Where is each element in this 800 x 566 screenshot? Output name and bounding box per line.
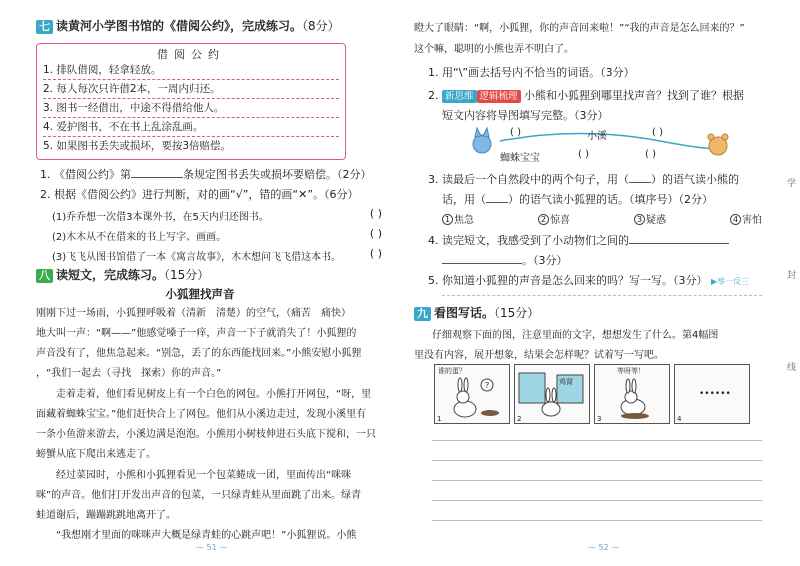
question-4-line2: [442, 252, 568, 268]
extension-tag-label: 举一反三: [717, 277, 750, 286]
judge-item-1: (1)乔乔想一次借3本课外书，在5天内归还图书。: [52, 212, 269, 223]
answer-blank[interactable]: [629, 243, 729, 244]
option-number: 2: [538, 214, 549, 225]
story-continuation: 瞪大了眼睛：“啊，小狐狸，你的声音回来啦！”“我的声音是怎么回来的？”: [414, 23, 745, 34]
question-text: 读完短文，我感受到了小动物们之间的: [442, 234, 629, 247]
logic-chip: 逻辑梳理: [477, 90, 521, 103]
section-9-intro: 里没有内容，展开想象，结果会怎样呢？试着写一写吧。: [414, 350, 664, 361]
story-line: 咪”的声音。他们打开发出声音的包菜，一只绿青蛙从里面跳了出来。绿青: [36, 490, 362, 501]
option-number: 3: [634, 214, 645, 225]
question-text: 用“\”画去括号内不恰当的词语。（3分）: [442, 66, 635, 79]
option[interactable]: [538, 211, 570, 226]
story-line: 声音没有了，他焦急起来。“别急，丢了的东西能找回来。”小熊安慰小狐狸: [36, 348, 362, 359]
section-9-title: 看图写话。: [434, 306, 495, 320]
svg-text:?: ?: [485, 381, 490, 390]
panel-caption: 谁的蛋？: [438, 367, 466, 375]
diagram-blank-2[interactable]: ( ): [652, 127, 663, 138]
right-question-5: [428, 272, 749, 288]
answer-blank[interactable]: [442, 263, 522, 264]
story-line: ，“我们一起去（寻找 探索）你的声音。”: [36, 368, 222, 379]
comic-panel-3: [594, 364, 670, 424]
question-2-text-line2: 短文内容将导图填写完整。（3分）: [442, 109, 609, 122]
option-label: 惊喜: [550, 215, 570, 226]
question-1-number: 1.: [40, 168, 51, 181]
section-9-badge: 九: [414, 307, 431, 321]
panel-number: 2: [517, 415, 522, 423]
writing-line[interactable]: [432, 480, 762, 481]
mind-map-path: [500, 134, 718, 149]
question-number: 4.: [428, 234, 439, 247]
question-text: 读最后一个自然段中的两个句子，用（: [442, 173, 629, 186]
question-text: 话，用（: [442, 193, 486, 206]
borrowing-rules-box: [36, 43, 346, 160]
judge-item-2: (2)木木从不在借来的书上写字、画画。: [52, 232, 227, 243]
story-line: 地大叫一声：“啊——”他感觉嗓子一痒，声音一下子就消失了！小狐狸的: [36, 328, 357, 339]
margin-mark: 线: [786, 363, 796, 373]
section-9-score: （15分）: [494, 306, 540, 320]
diagram-blank-3[interactable]: ( ): [578, 149, 589, 160]
margin-mark: 学: [786, 179, 796, 189]
right-question-3: [428, 171, 739, 187]
judge-answer-1[interactable]: ( ): [369, 207, 382, 220]
panel-caption: 等呀等！: [617, 367, 645, 375]
question-2: [40, 186, 359, 202]
rule-item: 2. 每人每次只许借2本，一周内归还。: [43, 81, 339, 99]
story-line: 刚刚下过一场雨，小狐狸呼吸着（清新 清楚）的空气，（痛苦 痛快）: [36, 308, 351, 319]
hen-house-icon: [515, 365, 589, 423]
diagram-blank-4[interactable]: ( ): [645, 149, 656, 160]
rule-item: 3. 图书一经借出，中途不得借给他人。: [43, 100, 339, 118]
waiting-rabbit-icon: [595, 365, 669, 423]
comic-panel-2: [514, 364, 590, 424]
option-label: 害怕: [742, 215, 762, 226]
answer-blank[interactable]: [131, 177, 183, 178]
question-text: 你知道小狐狸的声音是怎么回来的吗？写一写。（3分）: [442, 274, 708, 287]
panel-number: 4: [677, 415, 682, 423]
option-number: 1: [442, 214, 453, 225]
panel-caption: ••••••: [699, 389, 731, 399]
bear-icon: [708, 134, 728, 155]
story-line: 面藏着蜘蛛宝宝。”他们赶快合上了网包。他们从小溪边走过，发现小溪里有: [36, 409, 367, 420]
option[interactable]: [730, 211, 762, 226]
writing-line[interactable]: [432, 520, 762, 521]
comic-panel-1: [434, 364, 510, 424]
answer-line[interactable]: [442, 295, 762, 296]
question-3-line2: [442, 191, 713, 207]
writing-line[interactable]: [432, 440, 762, 441]
diagram-brook: 小溪: [587, 131, 607, 142]
question-number: 2.: [428, 89, 439, 102]
rule-item: 1. 排队借阅，轻拿轻放。: [43, 62, 339, 80]
option-number: 4: [730, 214, 741, 225]
section-7-score: （8分）: [302, 19, 340, 33]
judge-answer-2[interactable]: ( ): [369, 227, 382, 240]
extension-tag: ▶举一反三: [711, 277, 750, 286]
option[interactable]: [634, 211, 666, 226]
page-number-left: — 51 —: [196, 543, 228, 552]
section-9-intro: 仔细观察下面的图，注意里面的文字，想想发生了什么。第4幅图: [432, 330, 719, 341]
margin-mark: 封: [786, 271, 796, 281]
judge-answer-3[interactable]: ( ): [369, 247, 382, 260]
question-3-options: [442, 211, 762, 226]
section-8-title: 读短文，完成练习。: [56, 268, 165, 282]
question-2-number: 2.: [40, 188, 51, 201]
writing-line[interactable]: [432, 460, 762, 461]
section-8-score: （15分）: [164, 268, 210, 282]
right-question-4: [428, 232, 729, 248]
question-number: 1.: [428, 66, 439, 79]
question-2-text: 根据《借阅公约》进行判断，对的画“√”，错的画“✕”。（6分）: [54, 188, 359, 201]
story-line: 经过菜园时，小熊和小狐狸看见一个包菜蜷成一团，里面传出“咪咪: [56, 470, 352, 481]
fox-icon: [473, 128, 491, 153]
rule-item: 4. 爱护图书，不在书上乱涂乱画。: [43, 119, 339, 137]
option-label: 焦急: [454, 215, 474, 226]
question-text: 。（3分）: [522, 254, 568, 267]
story-line: 螃蟹从底下爬出来逃走了。: [36, 449, 156, 460]
panel-number: 3: [597, 415, 602, 423]
page-number-right: — 52 —: [588, 543, 620, 552]
comic-panel-4: [674, 364, 750, 424]
panel-caption: 鸡窝: [559, 378, 573, 386]
story-line: 蛙道谢后，蹦蹦跳跳地离开了。: [36, 510, 176, 521]
option[interactable]: [442, 211, 474, 226]
story-line: 一条小鱼游来游去，小溪边满是泡泡。小熊用小树枝伸进石头底下搅和，一只: [36, 429, 376, 440]
option-label: 疑惑: [646, 215, 666, 226]
right-question-1: [428, 64, 635, 80]
panel-number: 1: [437, 415, 442, 423]
new-thinking-chip: 新思维: [442, 90, 477, 103]
story-line: 走着走着，他们看见树皮上有一个白色的网包。小熊打开网包，“呀，里: [56, 389, 372, 400]
rule-item: 5. 如果图书丢失或损坏，要按3倍赔偿。: [43, 140, 232, 152]
section-7-title: 读黄河小学图书馆的《借阅公约》，完成练习。: [56, 19, 303, 33]
story-title: 小狐狸找声音: [165, 287, 235, 301]
question-text: ）的语气读小熊的: [651, 173, 739, 186]
answer-blank[interactable]: [629, 182, 651, 183]
section-8-header: [36, 266, 209, 283]
question-1-prefix: 《借阅公约》第: [54, 168, 131, 181]
rules-title: 借阅公约: [157, 48, 225, 61]
question-text: 小熊和小狐狸到哪里找声音？找到了谁？根据: [524, 89, 745, 102]
section-7-header: [36, 17, 340, 34]
story-line: “我想刚才里面的咪咪声大概是绿青蛙的心跳声吧！”小狐狸说。小熊: [56, 530, 357, 541]
writing-line[interactable]: [432, 500, 762, 501]
story-continuation: 这个嘛，聪明的小熊也弄不明白了。: [414, 44, 574, 55]
section-8-badge: 八: [36, 269, 53, 283]
rabbit-icon: [435, 365, 509, 423]
section-7-badge: 七: [36, 20, 53, 34]
question-1: [40, 166, 372, 182]
question-number: 3.: [428, 173, 439, 186]
diagram-baby-spider: 蜘蛛宝宝: [500, 153, 540, 164]
question-text: ）的语气读小狐狸的话。（填序号）（2分）: [508, 193, 713, 206]
right-question-2: [428, 87, 744, 103]
judge-item-3: (3)飞飞从图书馆借了一本《寓言故事》，木木想问飞飞借这本书。: [52, 252, 342, 263]
right-page: [400, 0, 800, 566]
section-9-header: [414, 304, 539, 321]
question-1-suffix: 条规定图书丢失或损坏要赔偿。（2分）: [183, 168, 372, 181]
diagram-blank-1[interactable]: ( ): [510, 127, 521, 138]
answer-blank[interactable]: [486, 202, 508, 203]
question-number: 5.: [428, 274, 439, 287]
